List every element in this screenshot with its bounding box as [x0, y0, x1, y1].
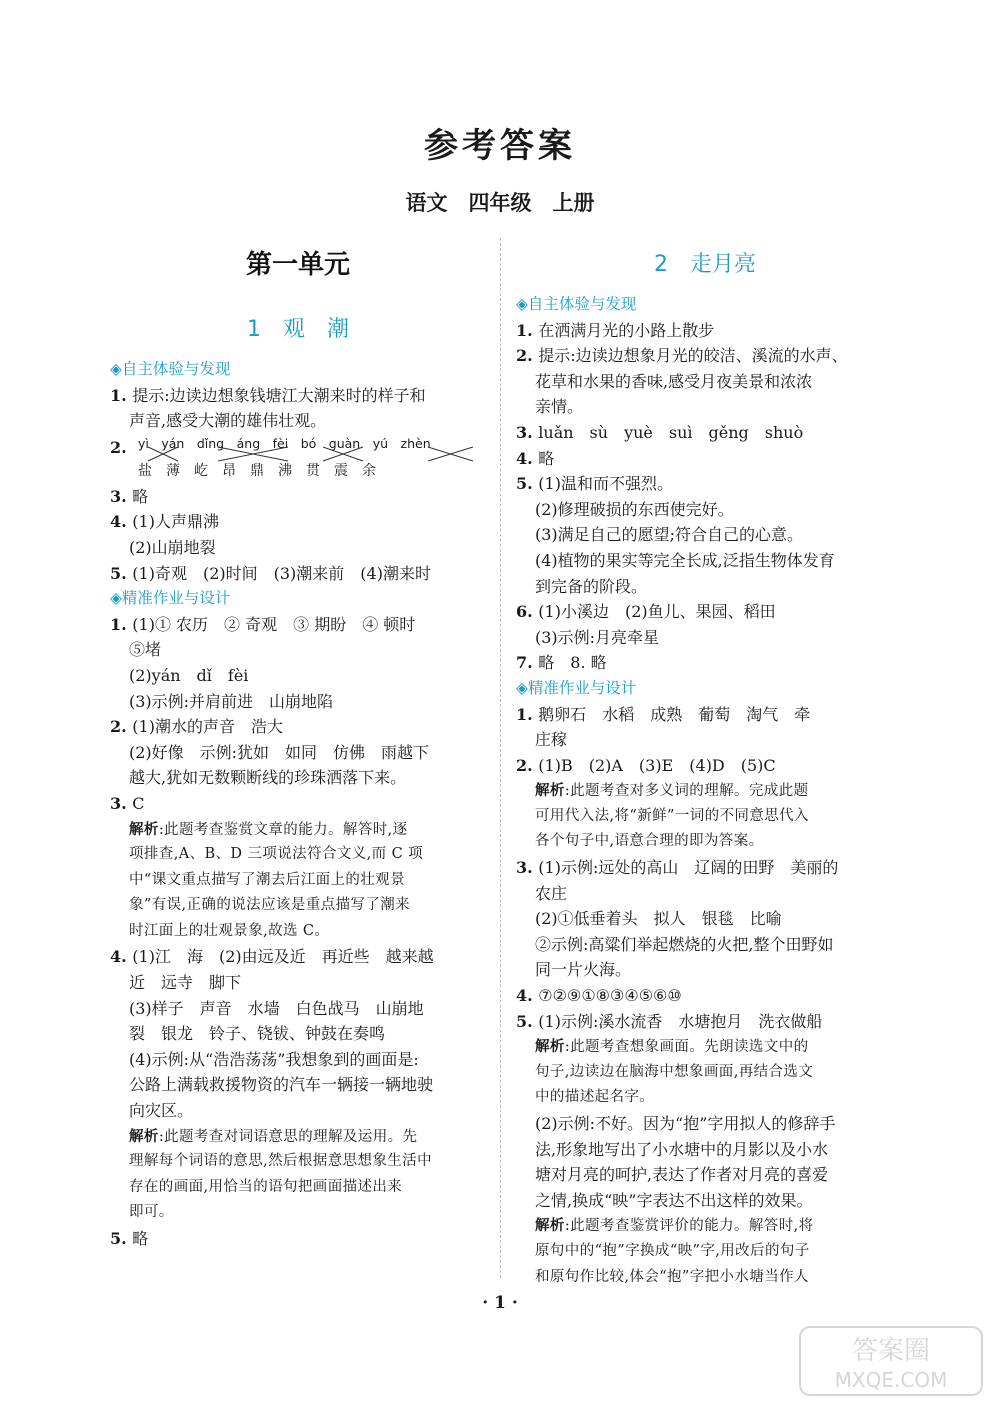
lesson-title: 2 走月亮 [654, 252, 756, 277]
section-heading: ◈自主体验与发现 [110, 360, 231, 378]
analysis-text [516, 1034, 894, 1060]
answer-line: 裂 银龙 铃子、铙钹、钟鼓在奏鸣 [129, 1024, 386, 1044]
item-text: (1)江 海 (2)由远及近 再近些 越来越 [132, 947, 434, 967]
item-number: 7. [516, 653, 539, 673]
item-text: 提示:边读边想象月光的皎洁、溪流的水声、 [538, 346, 848, 366]
answer-line: (4)植物的果实等完全长成,泛指生物体发育 [535, 550, 835, 570]
analysis-text: 中的描述起名字。 [535, 1089, 655, 1106]
item-text: 提示:边读边想象钱塘江大潮来时的样子和 [132, 385, 426, 405]
item-number: 5. [516, 474, 539, 494]
answer-item [516, 1009, 894, 1035]
answer-line: 向灾区。 [129, 1101, 194, 1121]
analysis-label: 解析 [535, 782, 565, 800]
item-number: 4. [516, 448, 539, 468]
analysis-text: 原句中的“抱”字换成“映”字,用改后的句子 [535, 1242, 810, 1259]
item-text: (1)人声鼎沸 [132, 512, 219, 532]
item-number: 4. [516, 986, 539, 1006]
item-number: 2. [516, 346, 539, 366]
analysis-text: 时江面上的壮观景象,故选 C。 [129, 922, 330, 939]
answer-item [110, 484, 486, 510]
item-number: 1. [110, 385, 133, 405]
answer-line: 花草和水果的香味,感受月夜美景和浓浓 [535, 371, 813, 391]
item-number: 2. [110, 437, 127, 457]
answer-item [516, 420, 894, 446]
svg-text:MXQE.COM: MXQE.COM [834, 1368, 948, 1392]
analysis-label: 解析 [129, 820, 159, 838]
answer-item [110, 509, 486, 535]
answer-item [516, 702, 894, 728]
answer-item [110, 561, 486, 587]
item-text: (1)温和而不强烈。 [538, 474, 673, 494]
answer-line: 塘对月亮的呵护,表达了作者对月亮的喜爱 [535, 1165, 829, 1185]
answer-line: 法,形象地写出了小水塘中的月影以及小水 [535, 1139, 829, 1159]
answer-line: 之情,换成“映”字表达不出这样的效果。 [535, 1190, 813, 1210]
item-text: luǎn sù yuè suì gěng shuò [538, 422, 804, 442]
watermark-logo [796, 1321, 986, 1401]
hanzi-row: 盐 薄 屹 昂 鼎 沸 贯 震 余 [138, 462, 376, 479]
answer-line: (3)满足自己的愿望;符合自己的心意。 [535, 525, 804, 545]
answer-item [516, 855, 894, 881]
answer-line: 农庄 [535, 883, 568, 903]
analysis-text: 象”有误,正确的说法应该是重点描写了潮来 [129, 897, 411, 914]
lesson-title: 1 观 潮 [247, 317, 349, 342]
answer-line: (2)好像 示例:犹如 如同 仿佛 雨越下 [129, 742, 430, 762]
answer-line: 到完备的阶段。 [535, 576, 648, 596]
item-text: (1)① 农历 ② 奇观 ③ 期盼 ④ 顿时 [132, 614, 416, 634]
analysis-body: :此题考查鉴赏评价的能力。解答时,将 [564, 1218, 814, 1235]
section-heading: ◈自主体验与发现 [516, 295, 637, 313]
answer-item [110, 612, 486, 638]
item-number: 2. [516, 755, 539, 775]
analysis-label: 解析 [129, 1127, 159, 1145]
analysis-text: 各个句子中,语意合理的即为答案。 [535, 833, 764, 850]
answer-line: (2)①低垂着头 拟人 银毯 比喻 [535, 909, 782, 929]
column-divider [500, 238, 501, 1278]
analysis-text: 中“课文重点描写了潮去后江面上的壮观景 [129, 871, 406, 888]
item-number: 1. [110, 614, 133, 634]
pinyin-row: yì yán dǐng áng fèi bó guàn yú zhèn [138, 435, 431, 451]
analysis-text [110, 1124, 486, 1150]
answer-line: (4)示例:从“浩浩荡荡”我想象到的画面是: [129, 1049, 419, 1069]
item-text: (1)示例:溪水流香 水塘抱月 洗衣做船 [538, 1011, 823, 1031]
answer-line: 庄稼 [535, 730, 568, 750]
item-text: C [132, 793, 145, 813]
analysis-text: 可用代入法,将“新鲜”一词的不同意思代入 [535, 807, 809, 824]
analysis-body: :此题考查鉴赏文章的能力。解答时,逐 [158, 821, 408, 838]
item-number: 1. [516, 704, 539, 724]
analysis-text [516, 778, 894, 804]
section-heading: ◈精准作业与设计 [516, 678, 637, 697]
item-text: (1)奇观 (2)时间 (3)潮来前 (4)潮来时 [132, 563, 431, 583]
answer-line: 公路上满载救援物资的汽车一辆接一辆地驶 [129, 1075, 434, 1095]
analysis-text [516, 1213, 894, 1239]
answer-line: 越大,犹如无数颗断线的珍珠洒落下来。 [129, 768, 407, 788]
answer-item [516, 599, 894, 625]
answer-line: (3)样子 声音 水墙 白色战马 山崩地 [129, 998, 424, 1018]
answer-item [110, 383, 486, 409]
svg-text:答案圈: 答案圈 [851, 1336, 931, 1366]
item-text: (1)潮水的声音 浩大 [132, 717, 283, 737]
item-number: 6. [516, 602, 539, 622]
item-text: ⑦②⑨①⑧③④⑤⑥⑩ [538, 986, 682, 1006]
analysis-text: 即可。 [129, 1204, 174, 1221]
page-number: · 1 · [482, 1293, 518, 1313]
answer-line: (2)yán dǐ fèi [129, 665, 249, 685]
item-number: 4. [110, 947, 133, 967]
answer-item [516, 446, 894, 472]
item-text: 鹅卵石 水稻 成熟 葡萄 淘气 牵 [538, 704, 811, 724]
answer-line: ⑤堵 [129, 640, 162, 660]
item-number: 4. [110, 512, 133, 532]
analysis-body: :此题考查想象画面。先朗读选文中的 [564, 1039, 809, 1056]
left-answers [110, 357, 486, 1252]
answer-item [516, 318, 894, 344]
answer-item [516, 983, 894, 1009]
item-text: (1)示例:远处的高山 辽阔的田野 美丽的 [538, 858, 839, 878]
answer-item [516, 343, 894, 369]
answer-line: (2)示例:不好。因为“抱”字用拟人的修辞手 [535, 1114, 836, 1133]
answer-item [110, 1226, 486, 1252]
analysis-text: 句子,边读边在脑海中想象画面,再结合选文 [535, 1063, 814, 1080]
answer-line: (2)修理破损的东西使完好。 [535, 499, 734, 519]
item-number: 5. [516, 1011, 539, 1031]
item-number: 5. [110, 563, 133, 583]
answer-item [110, 791, 486, 817]
answer-item [110, 714, 486, 740]
analysis-text: 项排查,A、B、D 三项说法符合文义,而 C 项 [129, 846, 423, 863]
right-answers [516, 292, 894, 1290]
page-title: 参考答案 [424, 126, 576, 166]
item-number: 3. [110, 486, 133, 506]
item-number: 3. [110, 793, 133, 813]
item-number: 2. [110, 717, 133, 737]
analysis-text [110, 817, 486, 843]
answer-line: (3)示例:月亮牵星 [535, 627, 660, 647]
analysis-body: :此题考查对词语意思的理解及运用。先 [158, 1128, 418, 1145]
answer-line: (2)山崩地裂 [129, 537, 216, 557]
pinyin-matching-item [110, 434, 486, 484]
unit-title: 第一单元 [245, 250, 350, 280]
answer-line: (3)示例:并肩前进 山崩地陷 [129, 691, 334, 711]
item-number: 5. [110, 1229, 133, 1248]
item-number: 1. [516, 320, 539, 340]
answer-line: 声音,感受大潮的雄伟壮观。 [129, 411, 327, 431]
page-subtitle: 语文 四年级 上册 [405, 190, 595, 215]
answer-line: 亲情。 [535, 397, 584, 417]
answer-item [516, 753, 894, 779]
item-text: (1)小溪边 (2)鱼儿、果园、稻田 [538, 602, 776, 622]
item-text: 略 [538, 448, 555, 468]
section-heading: ◈精准作业与设计 [110, 589, 231, 608]
item-text: (1)B (2)A (3)E (4)D (5)C [538, 755, 776, 775]
answer-item [516, 471, 894, 497]
item-text: 略 [132, 1229, 149, 1248]
analysis-text: 理解每个词语的意思,然后根据意思想象生活中 [129, 1153, 433, 1170]
item-text: 略 8. 略 [538, 653, 607, 673]
answer-line: 近 远寺 脚下 [129, 973, 242, 993]
analysis-label: 解析 [535, 1038, 565, 1056]
answer-item [110, 944, 486, 970]
item-text: 在洒满月光的小路上散步 [538, 320, 715, 340]
analysis-text: 存在的画面,用恰当的语句把画面描述出来 [129, 1178, 403, 1195]
answer-line: ②示例:高粱们举起燃烧的火把,整个田野如 [535, 934, 834, 954]
answer-line: 同一片火海。 [535, 960, 632, 980]
analysis-body: :此题考查对多义词的理解。完成此题 [564, 783, 809, 800]
answer-item [516, 650, 894, 676]
analysis-label: 解析 [535, 1217, 565, 1235]
item-number: 3. [516, 422, 539, 442]
item-text: 略 [132, 486, 149, 506]
item-number: 3. [516, 858, 539, 878]
analysis-text: 和原句作比较,体会“抱”字把小水塘当作人 [535, 1268, 809, 1285]
